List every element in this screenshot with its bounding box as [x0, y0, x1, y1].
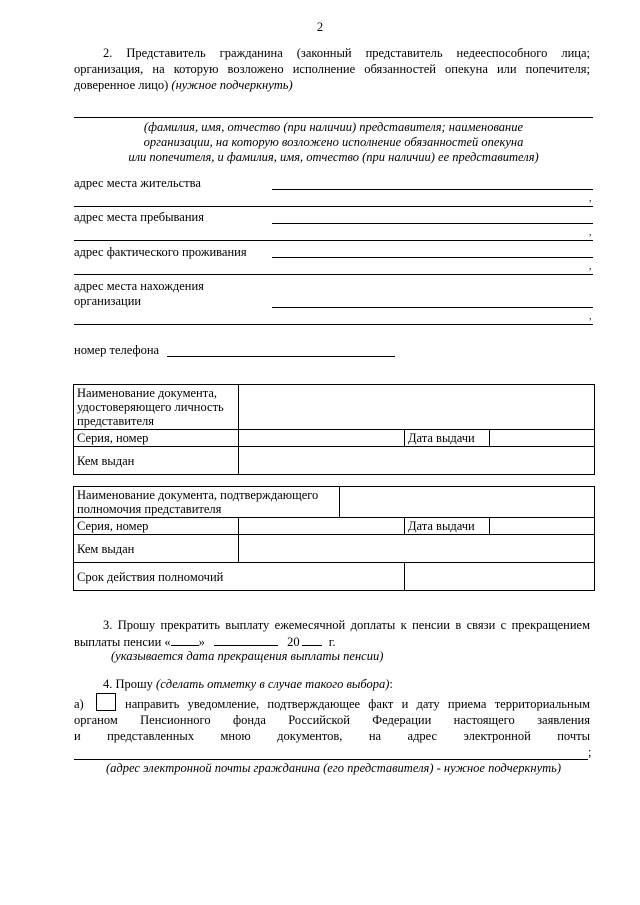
- phone-label: номер телефона: [74, 343, 160, 357]
- id-issue-date-label: Дата выдачи: [405, 430, 490, 447]
- auth-series-label: Серия, номер: [74, 518, 239, 535]
- id-series-label: Серия, номер: [74, 430, 239, 447]
- auth-doc-name-label: Наименование документа, подтверждающего полномочия представителя: [74, 487, 340, 518]
- auth-issue-date-label: Дата выдачи: [405, 518, 490, 535]
- id-doc-name-label: Наименование документа, удостоверяющего личность представителя: [74, 385, 239, 430]
- stay-address-label: адрес места пребывания: [74, 210, 204, 224]
- section4-title-italic: (сделать отметку в случае такого выбора): [156, 677, 390, 691]
- termination-year-field[interactable]: [302, 634, 322, 646]
- auth-issue-date-field[interactable]: [490, 518, 595, 535]
- section3-caption: (указывается дата прекращения выплаты пенсии): [111, 649, 384, 663]
- section3-text-a: выплаты пенсии «: [74, 635, 171, 649]
- termination-month-field[interactable]: [214, 634, 278, 646]
- stay-address-line-1[interactable]: [272, 223, 593, 224]
- id-issued-by-field[interactable]: [239, 447, 595, 475]
- item-a-line1: направить уведомление, подтверждающее факт и дату приема территориальным: [125, 697, 590, 711]
- actual-comma: ,: [589, 261, 592, 272]
- section2-line3-plain: доверенное лицо): [74, 78, 169, 92]
- auth-validity-label: Срок действия полномочий: [74, 563, 405, 591]
- actual-address-label: адрес фактического проживания: [74, 245, 247, 259]
- residence-comma: ,: [589, 193, 592, 204]
- authority-document-table: [73, 486, 595, 591]
- representative-caption-1: (фамилия, имя, отчество (при наличии) представителя; наименование: [143, 120, 524, 134]
- section3-line1: 3. Прошу прекратить выплату ежемесячной доплаты к пенсии в связи с прекращением: [103, 618, 590, 632]
- id-document-table: [73, 384, 595, 475]
- section3-text-b: »: [198, 635, 205, 649]
- auth-issued-by-field[interactable]: [239, 535, 595, 563]
- org-comma: ,: [589, 311, 592, 322]
- auth-series-field[interactable]: [239, 518, 405, 535]
- id-doc-name-field[interactable]: [239, 385, 595, 430]
- section2-line2: организация, на которую возложено исполнение обязанностей опекуна или попечителя;: [74, 62, 590, 76]
- representative-name-line[interactable]: [74, 117, 593, 118]
- actual-address-line-2[interactable]: [74, 274, 593, 275]
- residence-address-line-2[interactable]: [74, 206, 593, 207]
- org-address-label-2: организации: [74, 294, 142, 308]
- item-a-label: а): [74, 697, 84, 711]
- email-line[interactable]: [74, 759, 588, 760]
- id-issue-date-field[interactable]: [490, 430, 595, 447]
- auth-validity-field[interactable]: [405, 563, 595, 591]
- auth-issued-by-label: Кем выдан: [74, 535, 239, 563]
- actual-address-line-1[interactable]: [272, 257, 593, 258]
- id-issued-by-label: Кем выдан: [74, 447, 239, 475]
- org-address-line-1[interactable]: [272, 307, 593, 308]
- phone-line[interactable]: [167, 356, 395, 357]
- section4-title: [103, 677, 393, 692]
- notification-checkbox[interactable]: [96, 693, 116, 711]
- stay-address-line-2[interactable]: [74, 240, 593, 241]
- page-number: 2: [316, 20, 324, 34]
- item-a-line2: органом Пенсионного фонда Российской Федерации настоящего заявления: [74, 713, 590, 727]
- section2-line3: [74, 78, 293, 93]
- representative-caption-3: или попечителя, и фамилия, имя, отчество (при наличии) ее представителя): [128, 150, 539, 164]
- section3-line2: [74, 634, 336, 650]
- org-address-line-2[interactable]: [74, 324, 593, 325]
- residence-address-line-1[interactable]: [272, 189, 593, 190]
- stay-comma: ,: [589, 227, 592, 238]
- representative-caption-2: организации, на которую возложено исполнение обязанностей опекуна: [143, 135, 524, 149]
- section4-title-end: :: [389, 677, 393, 691]
- auth-doc-name-field[interactable]: [340, 487, 595, 518]
- email-semicolon: ;: [588, 745, 592, 759]
- section3-year-suffix: г.: [328, 635, 336, 649]
- residence-address-label: адрес места жительства: [74, 176, 201, 190]
- section2-line3-italic: (нужное подчеркнуть): [171, 78, 293, 92]
- section2-line1: 2. Представитель гражданина (законный представитель недееспособного лица;: [103, 46, 590, 60]
- item-a-line3: и представленных мною документов, на адрес электронной почты: [74, 729, 590, 743]
- section4-title-plain: 4. Прошу: [103, 677, 153, 691]
- org-address-label-1: адрес места нахождения: [74, 279, 204, 293]
- email-caption: (адрес электронной почты гражданина (его представителя) - нужное подчеркнуть): [105, 761, 561, 775]
- termination-day-field[interactable]: [171, 634, 199, 646]
- id-series-field[interactable]: [239, 430, 405, 447]
- section3-year-prefix: 20: [287, 635, 300, 649]
